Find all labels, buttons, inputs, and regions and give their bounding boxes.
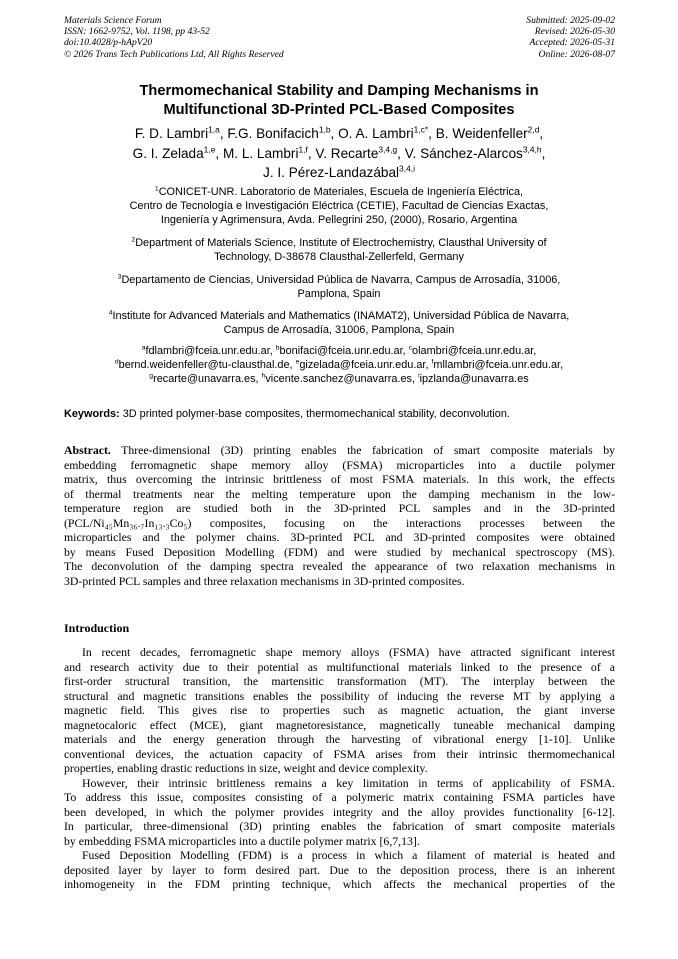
affiliation-line [40,237,638,251]
paragraph-line: by embedding FSMA microparticles into a ductile polymer matrix [6,7,13]. [64,833,420,848]
paragraph-line: In particular, three-dimensional (3D) printing enables the fabrication of smart composite materials [64,819,615,833]
introduction-heading: Introduction [64,621,130,635]
affiliation-text: Departamento de Ciencias, Universidad Pública de Navarra, Campus de Arrosadía, 31006, [121,274,561,286]
abstract-line [64,516,615,531]
email-list [40,345,638,386]
email-address: fdlambri@fceia.unr.edu.ar, [145,345,276,357]
affiliation-text: Centro de Tecnología e Investigación Eléctrica (CETIE), Facultad de Ciencias Exactas, [129,199,549,212]
doi-line: doi:10.4028/p-hApV20 [64,37,153,49]
paragraph-line: first-order structural transition, the martensitic transformation (MT). The interplay between the [64,674,615,688]
author-affiliation-marker: 1,c* [413,124,429,135]
author-affiliation-marker: 3,4,i [399,163,415,174]
abstract-line [64,574,615,589]
affiliation-line [40,214,638,228]
paragraph-line: structural and magnetic transitions enables the possibility of inducing the reverse MT by applying a [64,688,615,703]
keywords-label: Keywords: [64,408,120,420]
dates-header [526,15,615,60]
abstract-line [64,501,615,516]
author-affiliation-marker: 1,b [318,124,331,135]
email-marker: e [295,358,300,366]
author-name: G. I. Zelada [132,145,204,161]
abstract-text: embedding ferromagnetic shape memory alloy (FSMA) microparticles into a ductile polymer [64,457,615,472]
email-line [40,345,638,359]
email-address: gizelada@fceia.unr.edu.ar, [299,358,432,371]
author-affiliation-marker: 1,a [208,124,220,135]
affiliation-4 [40,310,638,338]
introduction-body [64,645,615,892]
affiliation-number: 1 [154,185,159,193]
affiliation-text: Institute for Advanced Materials and Mathematics (INAMAT2), Universidad Pública de Navarra, [112,310,570,322]
keywords-text: 3D printed polymer-base composites, thermomechanical stability, deconvolution. [119,408,510,420]
paper-title [40,82,638,119]
affiliation-number: 3 [117,273,122,281]
email-marker: a [141,344,146,352]
paragraph-line: magnetocaloric effect (MCE), giant magnetoresistance, magnetically tuneable mechanical damping [64,717,615,732]
author-affiliation-marker: 3,4,h [522,143,542,154]
email-address: olambri@fceia.unr.edu.ar, [412,345,537,357]
journal-header [64,15,284,60]
journal-name: Materials Science Forum [64,15,162,26]
issn-line: ISSN: 1662-9752, Vol. 1198, pp 43-52 [64,26,210,38]
author-line [30,163,648,183]
abstract-text: matrix, thus overcoming the intrinsic brittleness of most FSMA materials. In this work, the effects [64,472,615,486]
abstract-text: 3D-printed PCL samples and three relaxation mechanisms in 3D-printed composites. [64,573,465,588]
author-name: V. Recarte [315,145,379,161]
affiliation-line [40,274,638,288]
author-list [30,124,648,183]
paragraph-line: deposited layer by layer to form desired part. Due to the deposition process, there is an inherent [64,862,615,877]
affiliation-number: 4 [108,309,113,317]
affiliation-line [40,310,638,324]
abstract-text: microparticles and the polymer chains. 3D-printed PCL and 3D-printed composites were obtained [64,530,615,544]
author-name: V. Sánchez-Alarcos [404,145,523,161]
abstract-line [64,530,615,545]
paragraph-line: conventional devices, the actuation capacity of FSMA arises from their intrinsic thermomechanical [64,746,615,761]
paragraph-line: been developed, in which the polymer provides integrity and the alloy provides functionality [6-12]. [64,804,615,819]
email-address: ipzlanda@unavarra.es [419,372,529,385]
author-line: G. I. Zelada$^{1,e}$, M. L. Lambri$^{1,f}$, V. Recarte$^{3,4,g}$, V. Sánchez-Alarcos$^{3,4,h}$, [132,143,546,161]
affiliation-line [40,324,638,338]
author-name: J. I. Pérez-Landazábal [263,165,400,180]
email-line [40,359,638,373]
email-line [40,373,638,387]
abstract-text: temperature region are studied both in the 3D-printed PCL samples and in the 3D-printed [64,501,615,515]
paragraph-line: Fused Deposition Modelling (FDM) is a process in which a filament of material is heated and [82,848,615,862]
affiliation-text: Department of Materials Science, Institute of Electrochemistry, Clausthal University of [135,237,547,249]
email-address: vicente.sanchez@unavarra.es, [265,372,419,385]
author-name: B. Weidenfeller [435,126,528,141]
author-name: O. A. Lambri [338,126,414,141]
keywords [64,408,510,420]
online-date: Online: 2026-08-07 [538,48,615,60]
affiliation-2 [40,237,638,265]
paragraph-line: properties, enabling drastic reductions in size, weight and device complexity. [64,761,428,775]
author-name: M. L. Lambri [222,145,299,161]
abstract-text: The deconvolution of the damping spectra revealed the appearance of two relaxation mechanisms in [64,559,615,573]
abstract-line [64,545,615,560]
email-address: bonifaci@fceia.unr.edu.ar, [279,345,409,357]
abstract [64,443,615,588]
abstract-line [64,458,615,473]
affiliation-line [40,186,638,200]
affiliation-1 [40,186,638,227]
email-marker: b [275,344,280,352]
revised-date: Revised: 2026-05-30 [534,26,615,38]
email-marker: g [149,371,154,379]
author-name: F.G. Bonifacich [227,126,319,141]
abstract-line [64,559,615,574]
abstract-line [64,487,615,502]
title-line: Thermomechanical Stability and Damping Mechanisms in [139,83,539,99]
affiliation-3 [40,274,638,302]
paragraph-line: To address this issue, composites consisting of a polymeric matrix containing FSMA particles have [64,790,615,804]
email-address: mllambri@fceia.unr.edu.ar, [433,358,564,371]
affiliation-text: Pamplona, Spain [297,287,381,300]
abstract-label: Abstract. [64,443,111,457]
email-marker: c [408,344,413,352]
paragraph-line: magnetic field. This gives rise to properties such as magnetic actuation, the giant inverse [64,703,615,717]
abstract-text: of thermal treatments near the melting temperature upon the damping mechanism in the low- [64,486,615,501]
email-marker: d [114,358,119,366]
email-marker: f [431,358,434,366]
author-affiliation-marker: 2,d [527,124,540,135]
abstract-text: (PCL/Ni₄₅Mn₃₆.₇In₁₃.₃Co₅) composites, focusing on the interactions processes between the [64,515,615,530]
affiliation-text: CONICET-UNR. Laboratorio de Materiales, Escuela de Ingeniería Eléctrica, [158,186,524,198]
email-address: bernd.weidenfeller@tu-clausthal.de, [118,358,296,371]
affiliation-line [40,251,638,265]
affiliation-text: Ingeniería y Agrimensura, Avda. Pellegrini 250, (2000), Rosario, Argentina [160,213,518,226]
affiliation-number: 2 [131,236,136,244]
author-name: F. D. Lambri [134,126,209,141]
affiliation-text: Technology, D-38678 Clausthal-Zellerfeld, Germany [214,250,464,263]
paragraph-line: In recent decades, ferromagnetic shape memory alloys (FSMA) have attracted significant interest [82,645,615,659]
abstract-text: Three-dimensional (3D) printing enables the fabrication of smart composite materials by [110,443,615,457]
author-affiliation-marker: 1,f [298,143,308,154]
abstract-line [64,443,615,458]
accepted-date: Accepted: 2026-05-31 [529,37,615,49]
author-line: F. D. Lambri$^{1,a}$, F.G. Bonifacich$^{1,b}$, O. A. Lambri$^{1,c*}$, B. Weidenfeller$^{2,d}$, [134,124,544,141]
paragraph-line: However, their intrinsic brittleness remains a key limitation in terms of applicability of FSMA. [82,775,615,790]
affiliation-line [40,200,638,214]
affiliation-line [40,288,638,302]
paragraph-line: and research activity due to their potential as multifunctional materials linked to the presence of a [64,659,615,674]
title-line: Multifunctional 3D-Printed PCL-Based Composites [163,101,515,118]
email-address: recarte@unavarra.es, [153,372,262,385]
abstract-text: by means Fused Deposition Modelling (FDM) and were studied by mechanical spectroscopy (MS). [64,544,615,559]
affiliation-text: Campus de Arrosadía, 31006, Pamplona, Spain [223,323,455,336]
abstract-line [64,472,615,487]
submitted-date: Submitted: 2025-09-02 [526,15,615,26]
email-marker: h [261,371,266,379]
author-affiliation-marker: 1,e [203,143,216,154]
paragraph-line: inhomogeneity in the FDM printing technique, which affects the mechanical properties of the [64,877,615,891]
author-affiliation-marker: 3,4,g [378,143,398,154]
copyright-line: © 2026 Trans Tech Publications Ltd, All Rights Reserved [64,48,284,60]
paragraph-line: materials and the energy generation through the harvesting of vibrational energy [1-10]. Unlike [64,732,615,746]
email-marker: i [418,371,420,379]
